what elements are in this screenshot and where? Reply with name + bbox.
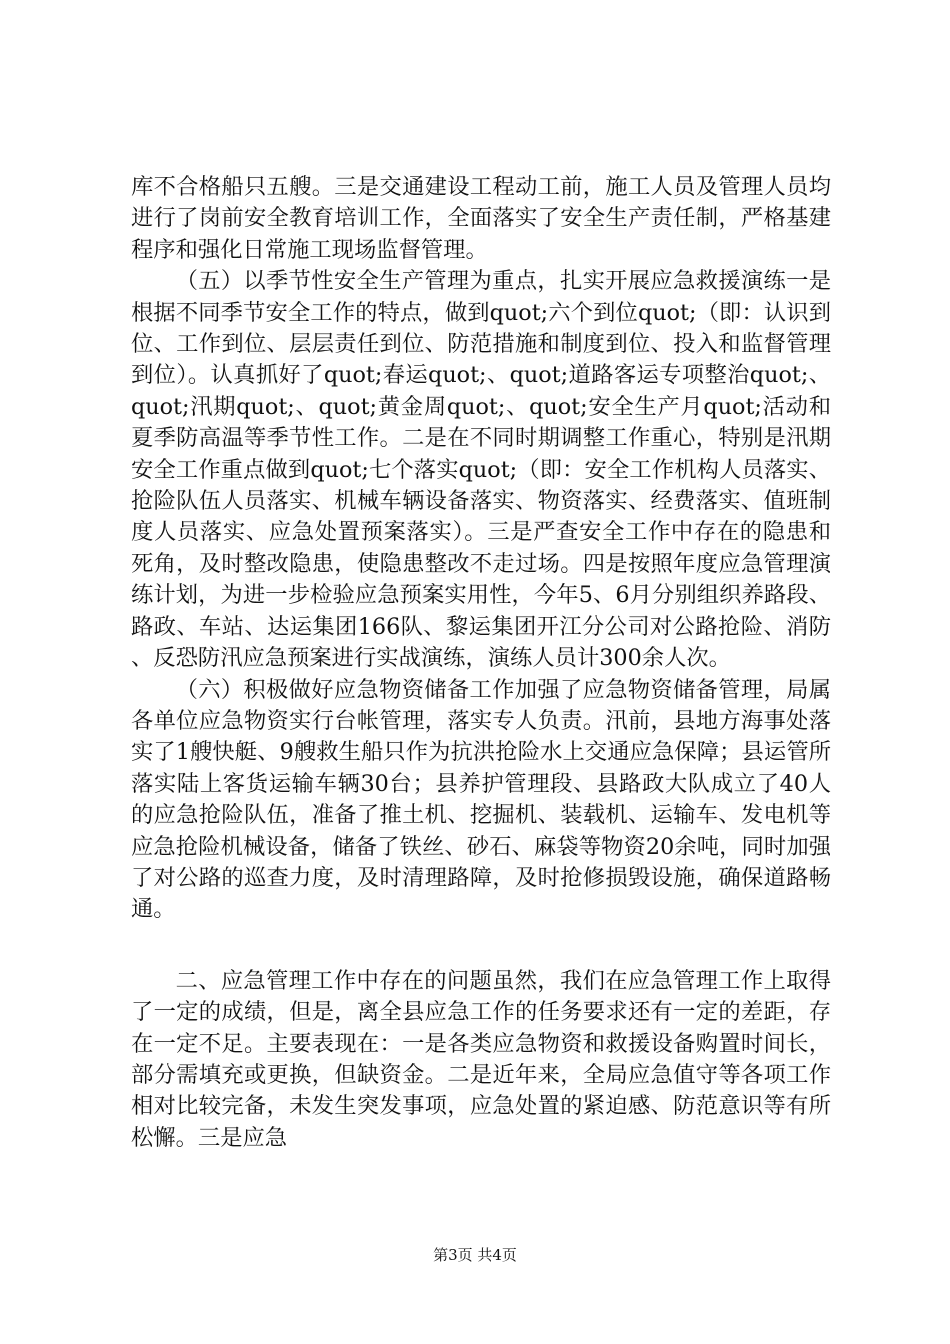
page-footer xyxy=(0,1245,950,1265)
paragraph-continuation: 库不合格船只五艘。三是交通建设工程动工前，施工人员及管理人员均进行了岗前安全教育培训工作，全面落实了安全生产责任制，严格基建程序和强化日常施工现场监督管理。 xyxy=(131,174,831,263)
paragraph-problems: 二、应急管理工作中存在的问题虽然，我们在应急管理工作上取得了一定的成绩，但是，离全县应急工作的任务要求还有一定的差距，存在一定不足。主要表现在：一是各类应急物资和救援设备购置时间长，部分需填充或更换，但缺资金。二是近年来，全局应急值守等各项工作相对比较完备，未发生突发事项，应急处置的紧迫感、防范意识等有所松懈。三是应急 xyxy=(131,967,831,1151)
paragraph-section-five: （五）以季节性安全生产管理为重点，扎实开展应急救援演练一是根据不同季节安全工作的特点，做到quot;六个到位quot;（即：认识到位、工作到位、层层责任到位、防范措施和制度到位、投入和监督管理到位）。认真抓好了quot;春运quot;、quot;道路客运专项整治quot;、quot;汛期quot;、quot;黄金周quot;、quot;安全生产月quot;活动和夏季防高温等季节性工作。二是在不同时期调整工作重心，特别是汛期安全工作重点做到quot;七个落实quot;（即：安全工作机构人员落实、抢险队伍人员落实、机械车辆设备落实、物资落实、经费落实、值班制度人员落实、应急处置预案落实）。三是严查安全工作中存在的隐患和死角，及时整改隐患，使隐患整改不走过场。四是按照年度应急管理演练计划，为进一步检验应急预案实用性，今年5、6月分别组织养路段、路政、车站、达运集团166队、黎运集团开江分公司对公路抢险、消防、反恐防汛应急预案进行实战演练，演练人员计300余人次。 xyxy=(131,268,831,672)
page-number: 第3页 共4页 xyxy=(433,1246,517,1264)
paragraph-section-six: （六）积极做好应急物资储备工作加强了应急物资储备管理，局属各单位应急物资实行台帐管理，落实专人负责。汛前，县地方海事处落实了1艘快艇、9艘救生船只作为抗洪抢险水上交通应急保障；县运管所落实陆上客货运输车辆30台；县养护管理段、县路政大队成立了40人的应急抢险队伍，准备了推土机、挖掘机、装载机、运输车、发电机等应急抢险机械设备，储备了铁丝、砂石、麻袋等物资20余吨，同时加强了对公路的巡查力度，及时清理路障，及时抢修损毁设施，确保道路畅通。 xyxy=(131,676,831,923)
document-body xyxy=(131,172,831,1154)
